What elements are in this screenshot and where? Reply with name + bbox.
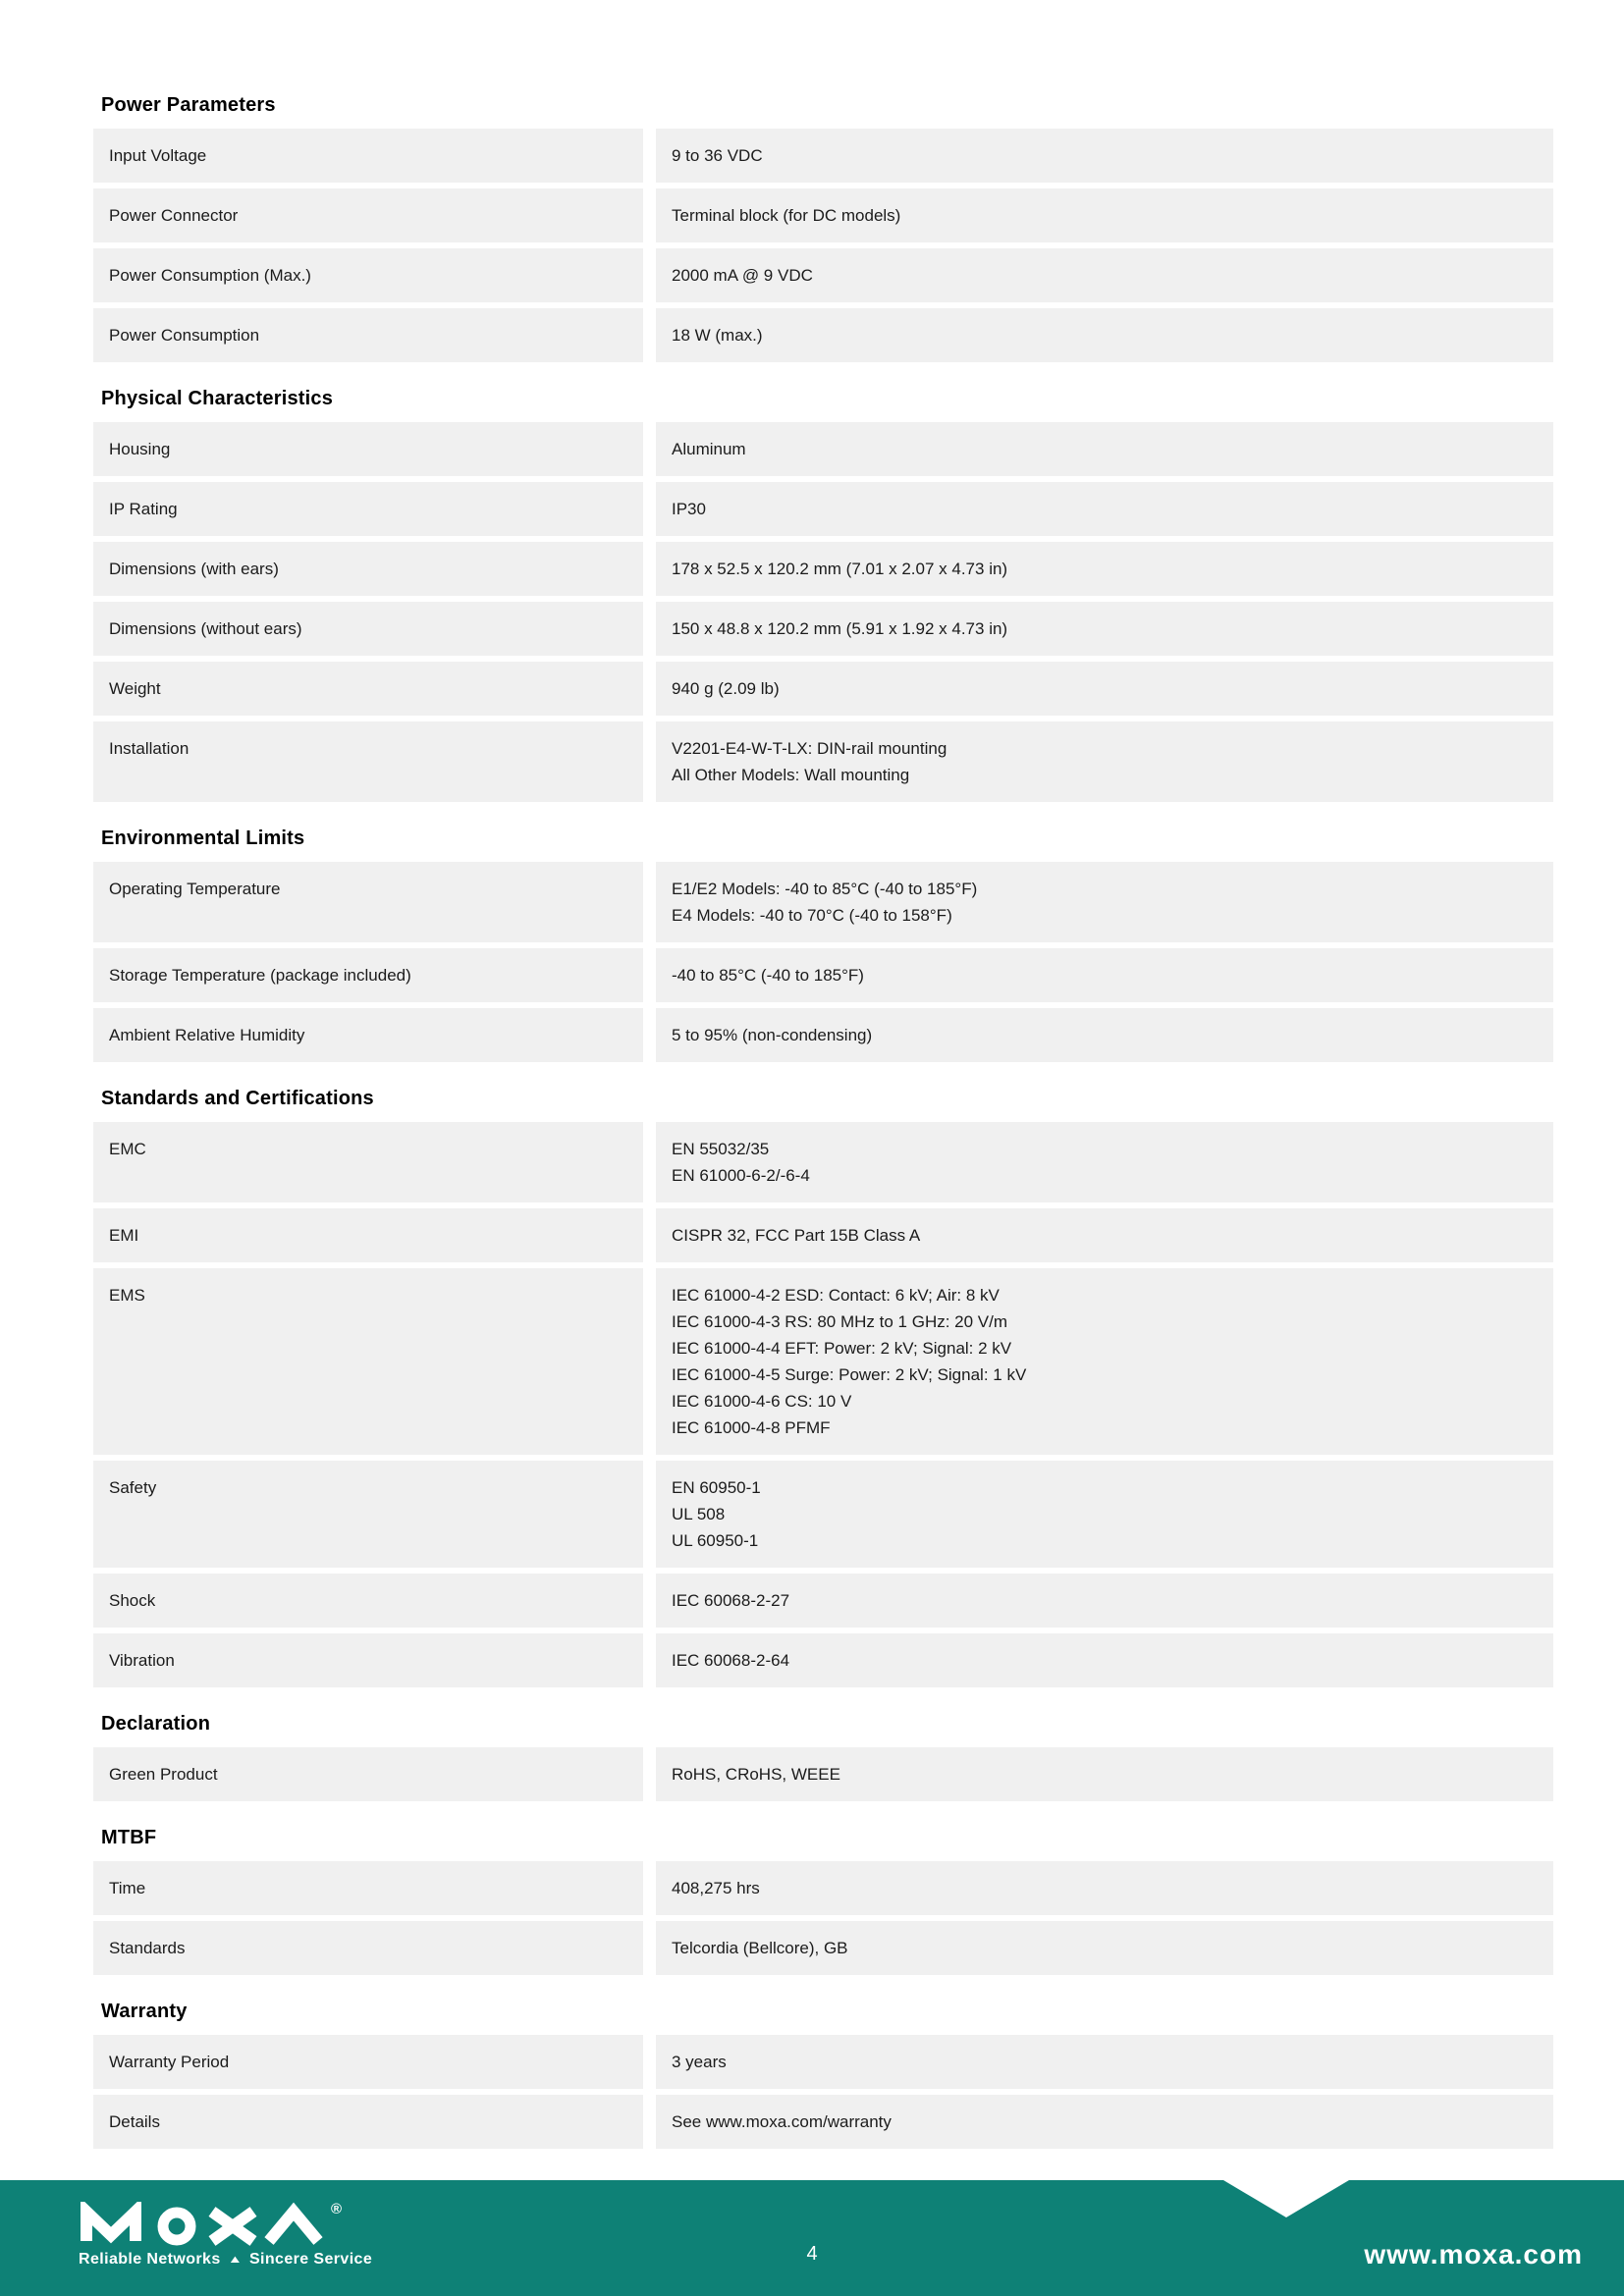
spec-rows	[93, 1747, 1553, 1801]
spec-value	[656, 248, 1553, 302]
spec-rows	[93, 1122, 1553, 1687]
spec-value-line: E4 Models: -40 to 70°C (-40 to 158°F)	[672, 906, 952, 925]
spec-section	[93, 388, 1553, 802]
spec-rows	[93, 1861, 1553, 1975]
spec-value-line: Aluminum	[672, 440, 746, 458]
spec-label: Storage Temperature (package included)	[93, 948, 643, 1002]
spec-value	[656, 482, 1553, 536]
spec-label: Standards	[93, 1921, 643, 1975]
spec-value-line: IP30	[672, 500, 706, 518]
spec-value-line: 5 to 95% (non-condensing)	[672, 1026, 873, 1044]
footer-notch	[1223, 2180, 1349, 2217]
spec-value-line: IEC 60068-2-27	[672, 1591, 790, 1610]
spec-value-line: 18 W (max.)	[672, 326, 763, 345]
spec-row	[93, 482, 1553, 536]
spec-row	[93, 1633, 1553, 1687]
spec-row	[93, 248, 1553, 302]
website-link[interactable]: www.moxa.com	[1364, 2239, 1583, 2269]
spec-label: Dimensions (without ears)	[93, 602, 643, 656]
spec-row	[93, 1861, 1553, 1915]
spec-value-line: IEC 61000-4-2 ESD: Contact: 6 kV; Air: 8 kV	[672, 1286, 1000, 1305]
spec-value-line: 178 x 52.5 x 120.2 mm (7.01 x 2.07 x 4.73 in)	[672, 560, 1008, 578]
spec-row	[93, 1208, 1553, 1262]
spec-row	[93, 2095, 1553, 2149]
spec-value-line: Telcordia (Bellcore), GB	[672, 1939, 848, 1957]
spec-row	[93, 602, 1553, 656]
spec-label: Power Connector	[93, 188, 643, 242]
spec-row	[93, 948, 1553, 1002]
spec-row	[93, 129, 1553, 183]
spec-value	[656, 1861, 1553, 1915]
spec-value-line: UL 508	[672, 1505, 726, 1523]
spec-value-line: UL 60950-1	[672, 1531, 759, 1550]
spec-value	[656, 1461, 1553, 1568]
spec-section	[93, 1713, 1553, 1801]
spec-label: Green Product	[93, 1747, 643, 1801]
spec-row	[93, 422, 1553, 476]
spec-label: Input Voltage	[93, 129, 643, 183]
page-number: 4	[806, 2243, 818, 2265]
spec-rows	[93, 129, 1553, 362]
spec-label: EMC	[93, 1122, 643, 1202]
spec-value-line: IEC 61000-4-4 EFT: Power: 2 kV; Signal: 2 kV	[672, 1339, 1012, 1358]
spec-row	[93, 542, 1553, 596]
spec-value-line: IEC 61000-4-8 PFMF	[672, 1418, 831, 1437]
spec-rows	[93, 2035, 1553, 2149]
spec-row	[93, 2035, 1553, 2089]
spec-label: Operating Temperature	[93, 862, 643, 942]
spec-value	[656, 602, 1553, 656]
section-title: Physical Characteristics	[101, 388, 334, 409]
spec-label: Weight	[93, 662, 643, 716]
spec-label: Housing	[93, 422, 643, 476]
spec-value-line: 408,275 hrs	[672, 1879, 760, 1897]
section-title: Standards and Certifications	[101, 1088, 374, 1109]
spec-value-line: RoHS, CRoHS, WEEE	[672, 1765, 840, 1784]
spec-value-line: 2000 mA @ 9 VDC	[672, 266, 813, 285]
spec-value	[656, 308, 1553, 362]
spec-row	[93, 1461, 1553, 1568]
spec-value	[656, 422, 1553, 476]
spec-value-line: EN 60950-1	[672, 1478, 761, 1497]
spec-value-line: 150 x 48.8 x 120.2 mm (5.91 x 1.92 x 4.73 in)	[672, 619, 1008, 638]
spec-value	[656, 1268, 1553, 1455]
spec-value-line: See www.moxa.com/warranty	[672, 2112, 892, 2131]
spec-label: Shock	[93, 1574, 643, 1628]
spec-value	[656, 188, 1553, 242]
spec-value	[656, 2035, 1553, 2089]
spec-rows	[93, 422, 1553, 802]
spec-row	[93, 1008, 1553, 1062]
spec-label: Power Consumption (Max.)	[93, 248, 643, 302]
spec-section	[93, 828, 1553, 1062]
spec-section	[93, 2001, 1553, 2149]
spec-row	[93, 1574, 1553, 1628]
spec-row	[93, 1747, 1553, 1801]
spec-value-line: 9 to 36 VDC	[672, 146, 763, 165]
registered-mark-icon: ®	[331, 2201, 343, 2217]
spec-value-line: EN 61000-6-2/-6-4	[672, 1166, 810, 1185]
spec-label: Safety	[93, 1461, 643, 1568]
spec-row	[93, 1921, 1553, 1975]
section-title: Environmental Limits	[101, 828, 305, 849]
moxa-logotype-icon	[79, 2202, 326, 2247]
section-title: Warranty	[101, 2001, 188, 2022]
spec-value	[656, 662, 1553, 716]
spec-value	[656, 1921, 1553, 1975]
spec-value-line: Terminal block (for DC models)	[672, 206, 901, 225]
spec-value-line: IEC 61000-4-6 CS: 10 V	[672, 1392, 852, 1411]
spec-section	[93, 1827, 1553, 1975]
spec-value-line: All Other Models: Wall mounting	[672, 766, 910, 784]
section-title: Declaration	[101, 1713, 211, 1735]
spec-label: Installation	[93, 721, 643, 802]
spec-row	[93, 188, 1553, 242]
spec-value-line: 940 g (2.09 lb)	[672, 679, 780, 698]
spec-tables	[93, 57, 1553, 2155]
tagline-right-text: Sincere Service	[248, 2251, 373, 2268]
spec-label: Time	[93, 1861, 643, 1915]
spec-value	[656, 2095, 1553, 2149]
spec-label: EMS	[93, 1268, 643, 1455]
spec-value-line: E1/E2 Models: -40 to 85°C (-40 to 185°F)	[672, 880, 978, 898]
spec-value	[656, 1574, 1553, 1628]
spec-value-line: CISPR 32, FCC Part 15B Class A	[672, 1226, 921, 1245]
spec-value	[656, 129, 1553, 183]
spec-value	[656, 542, 1553, 596]
spec-value-line: -40 to 85°C (-40 to 185°F)	[672, 966, 864, 985]
spec-label: Vibration	[93, 1633, 643, 1687]
spec-label: Warranty Period	[93, 2035, 643, 2089]
spec-value	[656, 862, 1553, 942]
spec-value	[656, 1747, 1553, 1801]
mountain-triangle-icon: ▲	[227, 2253, 244, 2266]
section-title: Power Parameters	[101, 94, 276, 116]
spec-value-line: IEC 61000-4-5 Surge: Power: 2 kV; Signal: 1 kV	[672, 1365, 1027, 1384]
spec-row	[93, 308, 1553, 362]
spec-label: Details	[93, 2095, 643, 2149]
spec-value	[656, 1633, 1553, 1687]
spec-label: Power Consumption	[93, 308, 643, 362]
spec-value	[656, 1208, 1553, 1262]
section-title: MTBF	[101, 1827, 157, 1848]
moxa-logotype-row	[79, 2202, 372, 2247]
spec-row	[93, 1122, 1553, 1202]
spec-value	[656, 1008, 1553, 1062]
spec-value	[656, 1122, 1553, 1202]
spec-row	[93, 1268, 1553, 1455]
spec-row	[93, 721, 1553, 802]
spec-value	[656, 948, 1553, 1002]
spec-label: IP Rating	[93, 482, 643, 536]
spec-value-line: IEC 61000-4-3 RS: 80 MHz to 1 GHz: 20 V/m	[672, 1312, 1008, 1331]
spec-value	[656, 721, 1553, 802]
spec-row	[93, 862, 1553, 942]
spec-value-line: 3 years	[672, 2053, 727, 2071]
page-footer	[0, 2180, 1624, 2296]
spec-value-line: V2201-E4-W-T-LX: DIN-rail mounting	[672, 739, 947, 758]
spec-label: Ambient Relative Humidity	[93, 1008, 643, 1062]
spec-row	[93, 662, 1553, 716]
spec-label: Dimensions (with ears)	[93, 542, 643, 596]
spec-rows	[93, 862, 1553, 1062]
spec-section	[93, 94, 1553, 362]
spec-value-line: EN 55032/35	[672, 1140, 770, 1158]
spec-value-line: IEC 60068-2-64	[672, 1651, 790, 1670]
spec-section	[93, 1088, 1553, 1687]
spec-label: EMI	[93, 1208, 643, 1262]
tagline-left-text: Reliable Networks	[79, 2251, 221, 2268]
